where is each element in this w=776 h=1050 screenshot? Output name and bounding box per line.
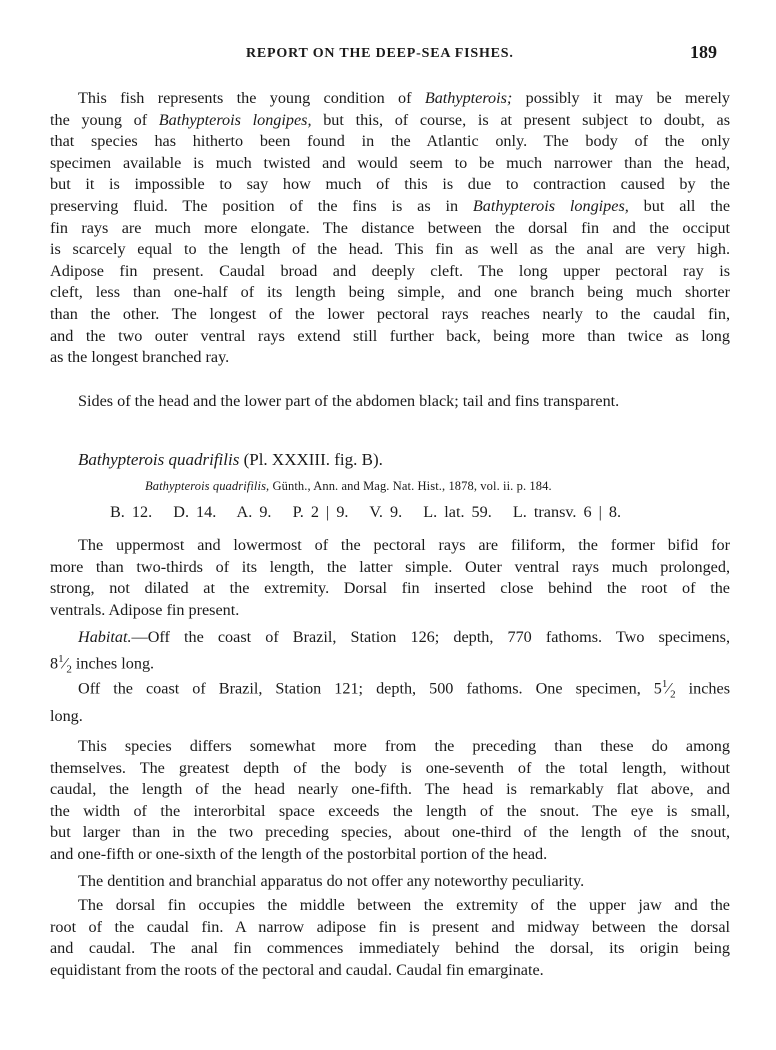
page-header bbox=[0, 42, 776, 66]
text-line: than the other. The longest of the lower pectoral rays reaches nearly to the caudal fin, bbox=[50, 304, 730, 323]
text-line: caudal, the length of the head nearly one-fifth. The head is remarkably flat above, and bbox=[50, 780, 730, 799]
text-line: strong, not dilated at the extremity. Dorsal fin inserted close behind the root of the bbox=[50, 579, 730, 598]
paragraph-habitat-second bbox=[50, 674, 730, 728]
fin-ray-formula: B. 12. D. 14. A. 9. P. 2 | 9. V. 9. L. lat. 59. L. transv. 6 | 8. bbox=[110, 503, 622, 521]
text-line: themselves. The greatest depth of the body is one-seventh of the total length, without bbox=[50, 758, 730, 777]
page-number: 189 bbox=[690, 42, 717, 62]
text-line: that species has hitherto been found in the Atlantic only. The body of the only bbox=[50, 132, 730, 151]
text-line: and the two outer ventral rays extend still further back, being more than twice as long bbox=[50, 326, 730, 345]
text-line: but it is impossible to say how much of this is due to contraction caused by the bbox=[50, 175, 730, 194]
text-line: Off the coast of Brazil, Station 121; depth, 500 fathoms. One specimen, $5^1⁄_2$ inches bbox=[78, 678, 730, 701]
paragraph-dentition bbox=[50, 871, 730, 893]
text-line: equidistant from the roots of the pectoral and caudal. Caudal fin emarginate. bbox=[50, 960, 544, 979]
text-line: The dorsal fin occupies the middle between the extremity of the upper jaw and the bbox=[78, 896, 730, 914]
text-line: more than two-thirds of its length, the latter simple. Outer ventral rays much prolonged, bbox=[50, 557, 730, 576]
paragraph-comparison bbox=[50, 736, 730, 866]
text-line: and one-fifth or one-sixth of the length of the postorbital portion of the head. bbox=[50, 844, 548, 863]
text-line: and caudal. The anal fin commences immediately behind the dorsal, its origin being bbox=[50, 939, 730, 958]
paragraph-young-condition bbox=[50, 88, 730, 369]
species-heading bbox=[78, 450, 383, 470]
paragraph-coloration bbox=[50, 391, 730, 413]
text-line: The uppermost and lowermost of the pectoral rays are filiform, the former bifid for bbox=[78, 536, 730, 554]
running-title: REPORT ON THE DEEP-SEA FISHES. bbox=[246, 46, 514, 61]
plate-reference: (Pl. XXXIII. fig. B). bbox=[243, 450, 383, 469]
text-line: root of the caudal fin. A narrow adipose fin is present and midway between the dorsal bbox=[50, 917, 730, 936]
text-line: the young of Bathypterois longipes, but this, of course, is at present subject to doubt, as bbox=[50, 110, 731, 129]
text-line: Habitat.—Off the coast of Brazil, Station 126; depth, 770 fathoms. Two specimens, bbox=[78, 628, 730, 646]
text-line: ventrals. Adipose fin present. bbox=[50, 600, 240, 619]
paragraph-description bbox=[50, 535, 730, 621]
text-line: Sides of the head and the lower part of the abdomen black; tail and fins transparent. bbox=[78, 392, 620, 410]
text-line: $8^1⁄_2$ inches long. bbox=[50, 652, 155, 676]
text-line: Adipose fin present. Caudal broad and deeply cleft. The long upper pectoral ray is bbox=[50, 261, 730, 280]
text-line: long. bbox=[50, 707, 83, 726]
text-line: This fish represents the young condition of Bathypterois; possibly it may be merely bbox=[78, 89, 730, 107]
species-name: Bathypterois quadrifilis bbox=[78, 450, 240, 469]
text-line: but larger than in the two preceding species, about one-third of the length of the snout, bbox=[50, 823, 730, 842]
text-line: The dentition and branchial apparatus do not offer any noteworthy peculiarity. bbox=[78, 872, 585, 890]
paragraph-habitat bbox=[50, 627, 730, 681]
text-line: as the longest branched ray. bbox=[50, 348, 230, 367]
text-line: preserving fluid. The position of the fins is as in Bathypterois longipes, but all the bbox=[50, 196, 731, 215]
text-line: fin rays are much more elongate. The distance between the dorsal fin and the occiput bbox=[50, 218, 730, 237]
habitat-label: Habitat. bbox=[78, 628, 132, 646]
synonymy-citation: Bathypterois quadrifilis, Günth., Ann. and Mag. Nat. Hist., 1878, vol. ii. p. 184. bbox=[145, 479, 552, 493]
text-line: is scarcely equal to the length of the head. This fin as well as the anal are very high. bbox=[50, 240, 730, 259]
text-line: This species differs somewhat more from the preceding than these do among bbox=[78, 737, 730, 755]
text-line: specimen available is much twisted and would seem to be much narrower than the head, bbox=[50, 153, 730, 172]
paragraph-fins bbox=[50, 895, 730, 981]
text-line: cleft, less than one-half of its length being simple, and one branch being much shorter bbox=[50, 283, 730, 302]
text-line: the width of the interorbital space exceeds the length of the snout. The eye is small, bbox=[50, 801, 730, 820]
